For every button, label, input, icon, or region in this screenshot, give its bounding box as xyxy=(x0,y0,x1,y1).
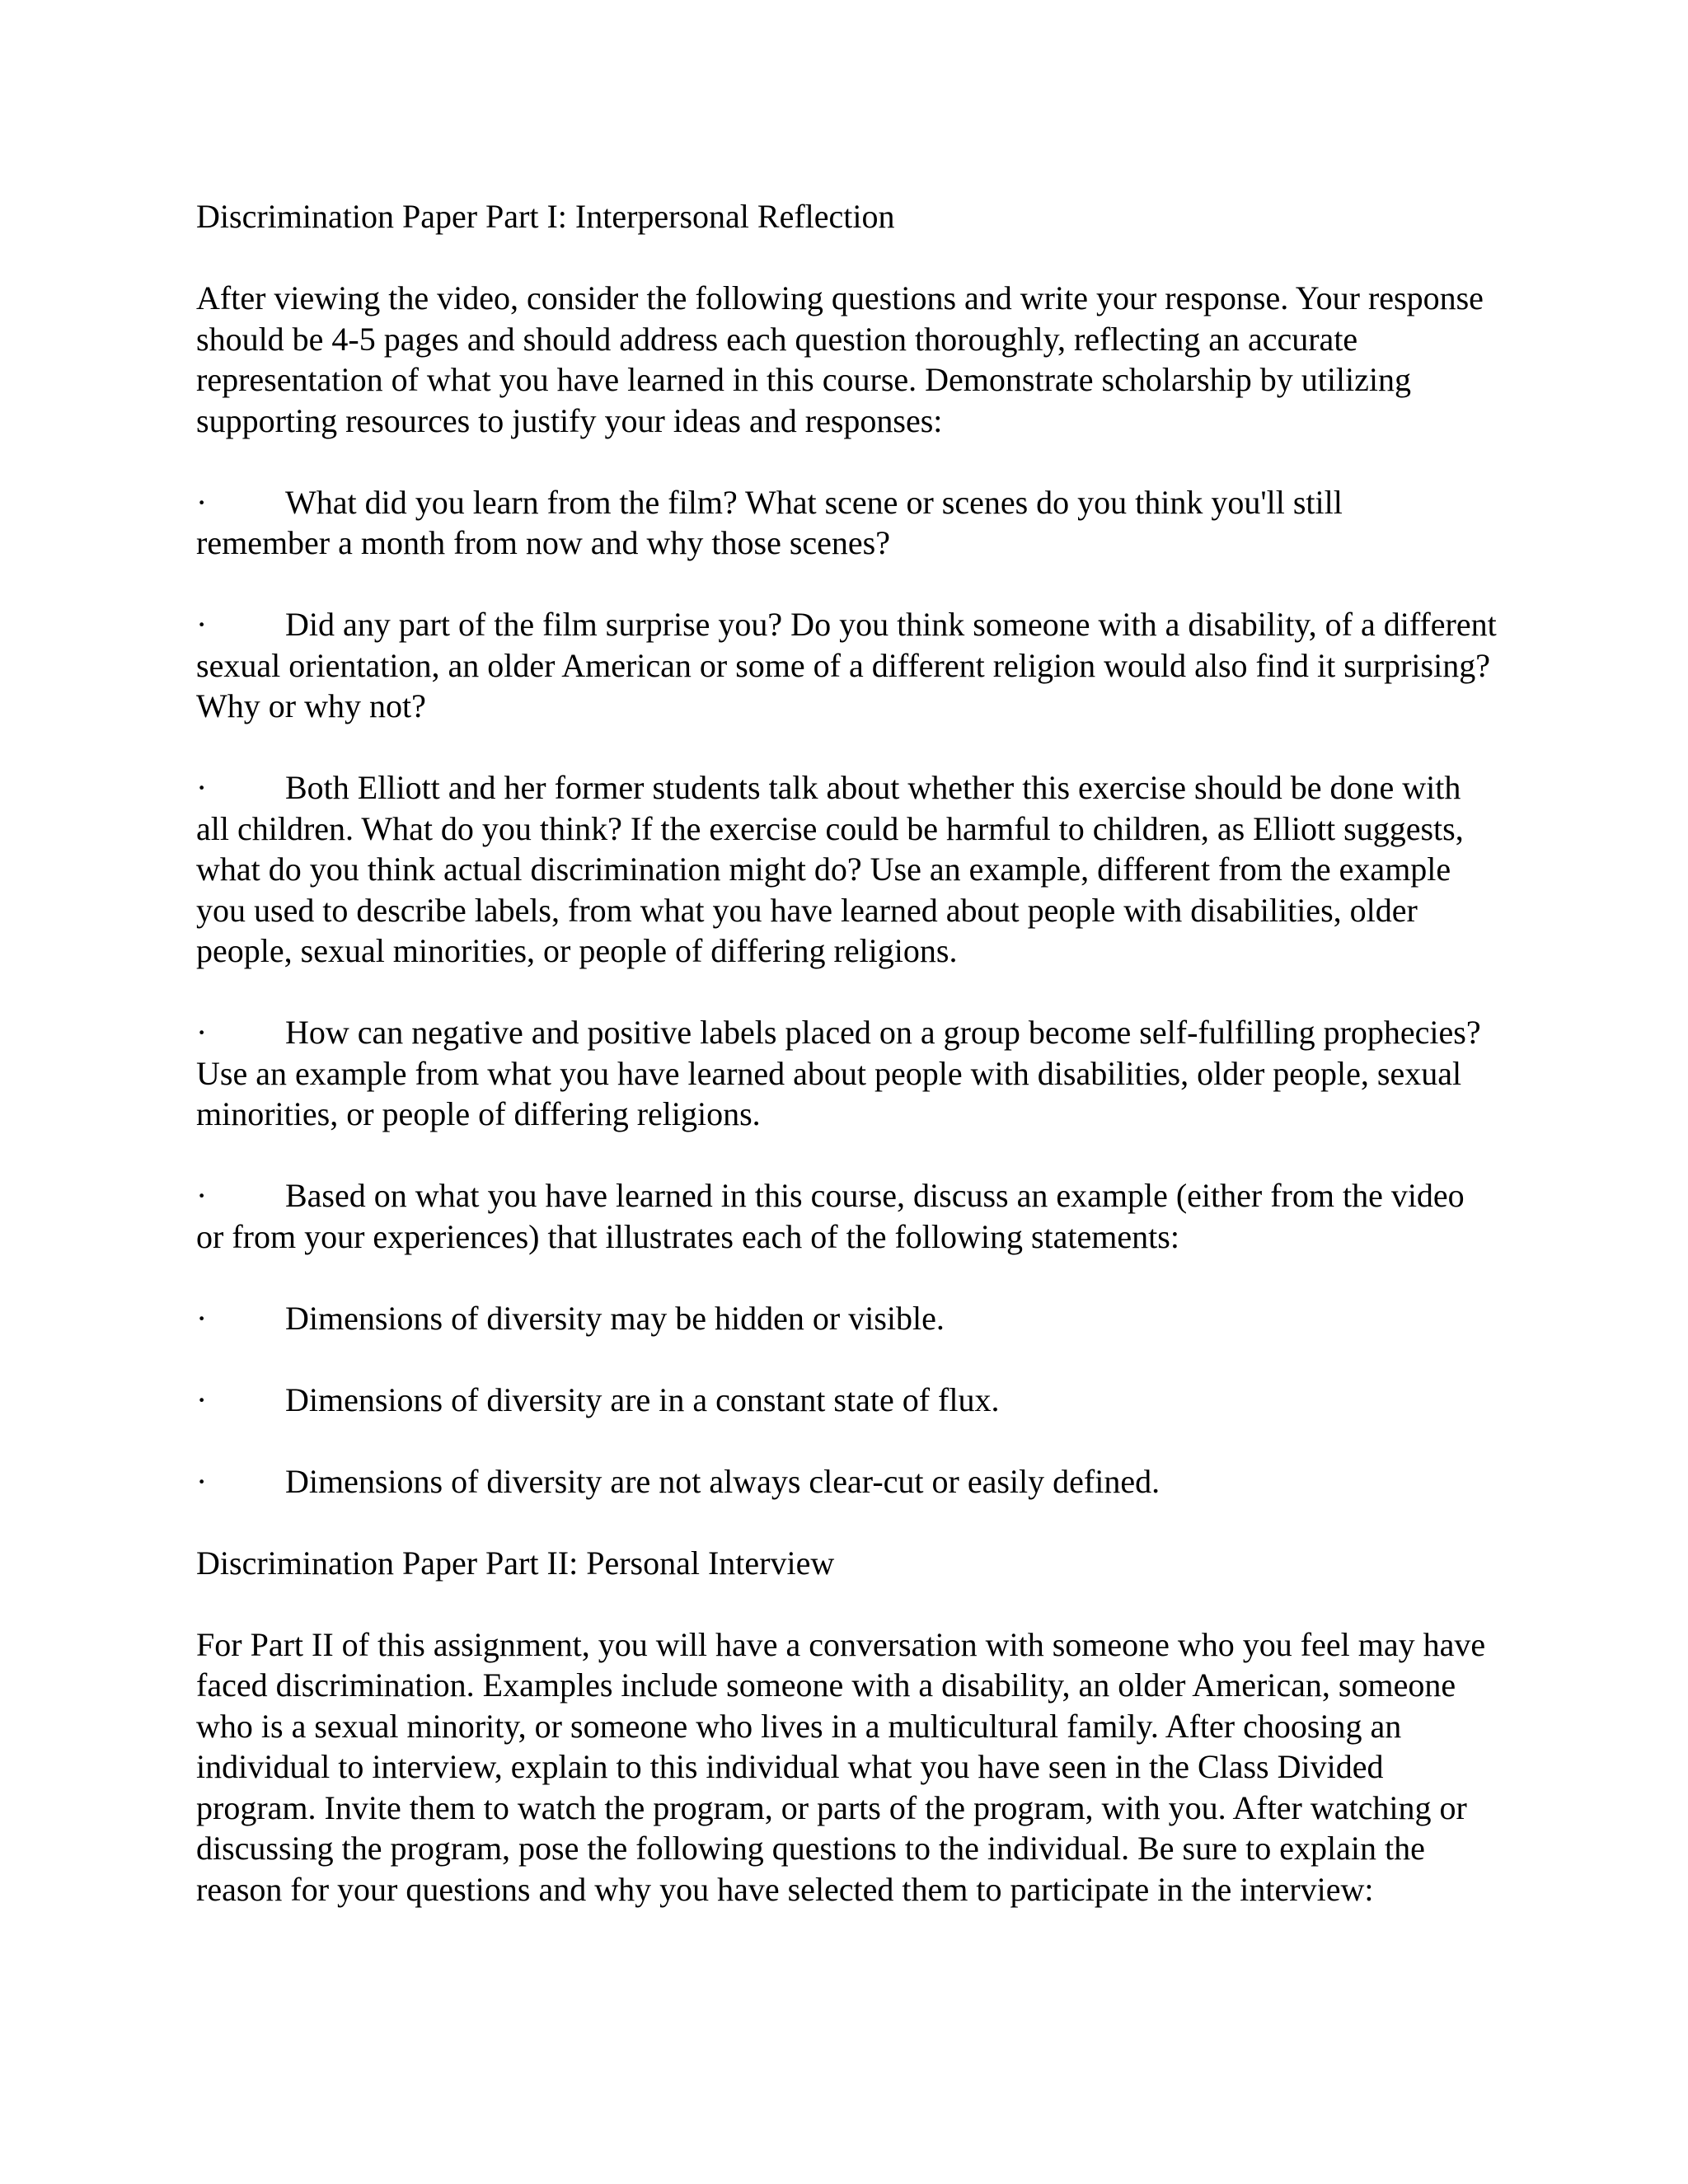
question-text: Did any part of the film surprise you? Do you think someone with a disability, of a different sexual orientation, an older American or some of a different religion would also find it surprising? Why or why not? xyxy=(196,606,1497,724)
bullet-marker: · xyxy=(196,769,208,806)
bullet-marker: · xyxy=(196,1380,208,1418)
question-item xyxy=(196,1175,1498,1257)
part2-heading: Discrimination Paper Part II: Personal Interview xyxy=(196,1544,835,1582)
statement-item xyxy=(196,1298,1515,1339)
question-text: Both Elliott and her former students talk about whether this exercise should be done with all children. What do you think? If the exercise could be harmful to children, as Elliott suggests, what do you think actual discrimination might do? Use an example, different from the example you used to describe labels, from what you have learned about people with disabilities, older people, sexual minorities, or people of differing religions. xyxy=(196,769,1464,969)
statement-text: Dimensions of diversity are in a constant state of flux. xyxy=(285,1380,1000,1418)
part1-heading: Discrimination Paper Part I: Interpersonal Reflection xyxy=(196,198,895,235)
question-item xyxy=(196,604,1498,727)
bullet-marker: · xyxy=(196,483,208,521)
question-text: How can negative and positive labels placed on a group become self-fulfilling prophecies? Use an example from what you have learned about people with disabilities, older people, sexual minorities, or people of differing religions. xyxy=(196,1014,1481,1132)
statement-text: Dimensions of diversity are not always clear-cut or easily defined. xyxy=(285,1462,1160,1500)
question-item xyxy=(196,482,1482,564)
part1-intro: After viewing the video, consider the following questions and write your response. Your response should be 4-5 pages and should address each question thoroughly, reflecting an accurate representation of what you have learned in this course. Demonstrate scholarship by utilizing supporting resources to justify your ideas and responses: xyxy=(196,279,1484,439)
statement-item xyxy=(196,1461,1515,1502)
statement-text: Dimensions of diversity may be hidden or visible. xyxy=(285,1299,945,1337)
bullet-marker: · xyxy=(196,1462,208,1500)
question-item xyxy=(196,1012,1482,1135)
question-item xyxy=(196,767,1490,972)
statement-item xyxy=(196,1380,1515,1421)
bullet-marker: · xyxy=(196,1177,208,1214)
bullet-marker: · xyxy=(196,1014,208,1051)
question-text: What did you learn from the film? What scene or scenes do you think you'll still remember a month from now and why those scenes? xyxy=(196,483,1343,561)
bullet-marker: · xyxy=(196,606,208,643)
bullet-marker: · xyxy=(196,1299,208,1337)
document-page xyxy=(196,196,1515,1951)
part2-intro: For Part II of this assignment, you will have a conversation with someone who you feel may have faced discrimination. Examples include someone with a disability, an older American, someone who is a sexual minority, or someone who lives in a multicultural family. After choosing an individual to interview, explain to this individual what you have seen in the Class Divided program. Invite them to watch the program, or parts of the program, with you. After watching or discussing the program, pose the following questions to the individual. Be sure to explain the reason for your questions and why you have selected them to participate in the interview: xyxy=(196,1625,1486,1908)
question-text: Based on what you have learned in this course, discuss an example (either from the video or from your experiences) that illustrates each of the following statements: xyxy=(196,1177,1465,1255)
